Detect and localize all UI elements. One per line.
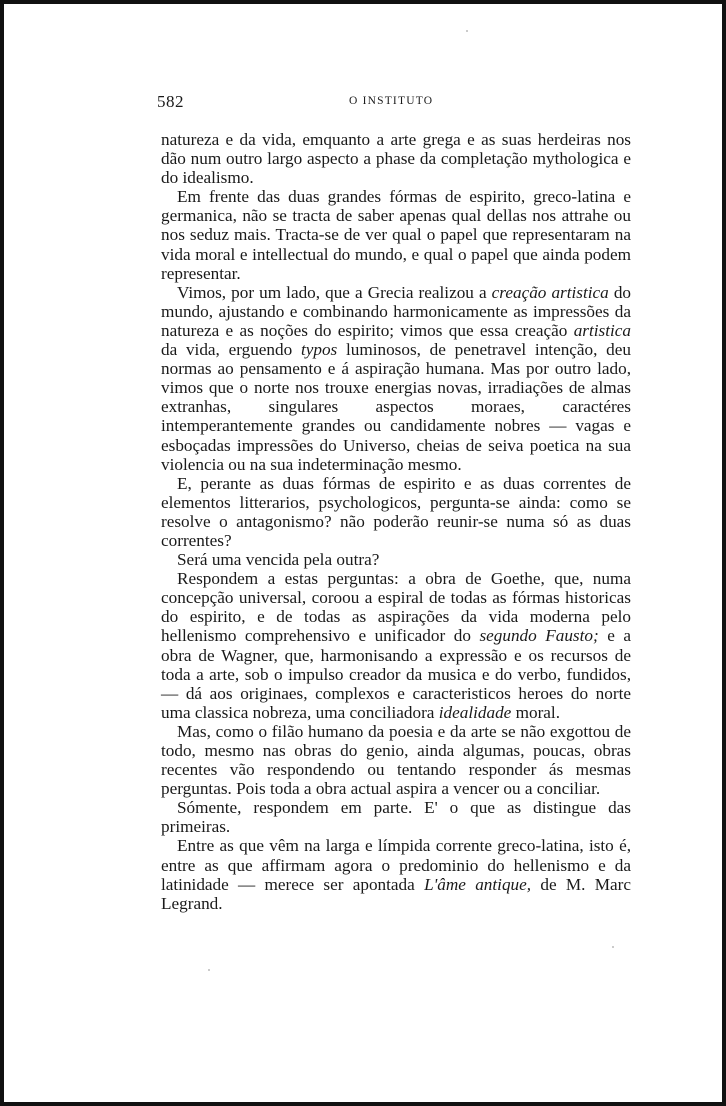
- paragraph: [161, 130, 631, 187]
- paragraph: [161, 569, 631, 722]
- text-run: natureza e da vida, emquanto a arte grega e as suas herdeiras nos dão num outro largo aspecto a phase da completação mythologica e do idealismo.: [161, 130, 631, 188]
- book-page: [157, 92, 632, 913]
- text-run: E, perante as duas fórmas de espirito e as duas correntes de elementos litterarios, psychologicos, pergunta-se ainda: como se resolve o antagonismo? não poderão reunir-se numa só as duas correntes?: [161, 473, 631, 550]
- paper-speck: [208, 969, 210, 971]
- text-run: do mundo, ajustando e combinando harmonicamente as impressões da natureza e as noções do espirito; vimos que essa creação: [161, 282, 632, 340]
- page-number: 582: [157, 92, 184, 111]
- text-run: Será uma vencida pela outra?: [177, 550, 380, 570]
- paragraph: [161, 474, 631, 550]
- italic-text: typos: [300, 340, 338, 360]
- italic-text: artistica: [573, 320, 631, 340]
- text-run: da vida, erguendo: [161, 340, 301, 360]
- paper-speck: [612, 946, 614, 948]
- text-run: Respondem a estas perguntas: a obra de Goethe, que, numa concepção universal, coroou a espiral de todas as fórmas historicas do espirito, e de todas as aspirações da vida moderna pelo hellenismo comprehensivo e unificador do: [161, 569, 631, 646]
- italic-text: idealidade: [438, 702, 512, 722]
- paragraph: [161, 798, 631, 836]
- paragraph: [161, 550, 631, 569]
- running-head: [157, 92, 631, 116]
- body-text: [161, 130, 631, 913]
- journal-title: O INSTITUTO: [349, 95, 434, 107]
- text-run: Em frente das duas grandes fórmas de espirito, greco-latina e germanica, não se tracta de saber apenas qual dellas nos attrahe ou nos seduz mais. Tracta-se de ver qual o papel que representaram na vida moral e intellectual do mundo, e qual o papel que ainda podem representar.: [161, 187, 631, 283]
- text-run: luminosos, de penetravel intenção, deu normas ao pensamento e á aspiração humana. Mas por outro lado, vimos que o norte nos trouxe energias novas, irradiações de almas extranhas, singulares aspectos moraes, caractéres intemperantemente grandes ou candidamente nobres — vagas e esboçadas impressões do Universo, cheias de seiva poetica na sua violencia ou na sua indeterminação mesmo.: [161, 340, 631, 474]
- text-run: e a obra de Wagner, que, harmonisando a expressão e os recursos de toda a arte, sob o impulso creador da musica e do verbo, fundidos, — dá aos originaes, complexos e caracteristicos heroes do norte uma classica nobreza, uma conciliadora: [161, 626, 631, 722]
- paper-speck: [466, 30, 468, 32]
- text-run: Entre as que vêm na larga e límpida corrente greco-latina, isto é, entre as que affirmam agora o predominio do hellenismo e da latinidade — merece ser apontada: [161, 836, 631, 894]
- paragraph: [161, 187, 631, 282]
- paragraph: [161, 283, 631, 474]
- text-run: moral.: [511, 702, 560, 722]
- text-run: Vimos, por um lado, que a Grecia realizou a: [177, 282, 492, 302]
- italic-text: creação artistica: [491, 282, 609, 302]
- italic-text: L'âme antique,: [424, 874, 532, 894]
- paragraph: [161, 836, 631, 912]
- paragraph: [161, 722, 631, 798]
- text-run: de M. Marc Legrand.: [161, 874, 631, 913]
- italic-text: segundo Fausto;: [479, 626, 599, 646]
- text-run: Sómente, respondem em parte. E' o que as distingue das primeiras.: [161, 798, 631, 837]
- text-run: Mas, como o filão humano da poesia e da arte se não exgottou de todo, mesmo nas obras do genio, ainda algumas, poucas, obras recentes vão respondendo ou tentando responder ás mesmas perguntas. Pois toda a obra actual aspira a vencer ou a conciliar.: [161, 721, 631, 799]
